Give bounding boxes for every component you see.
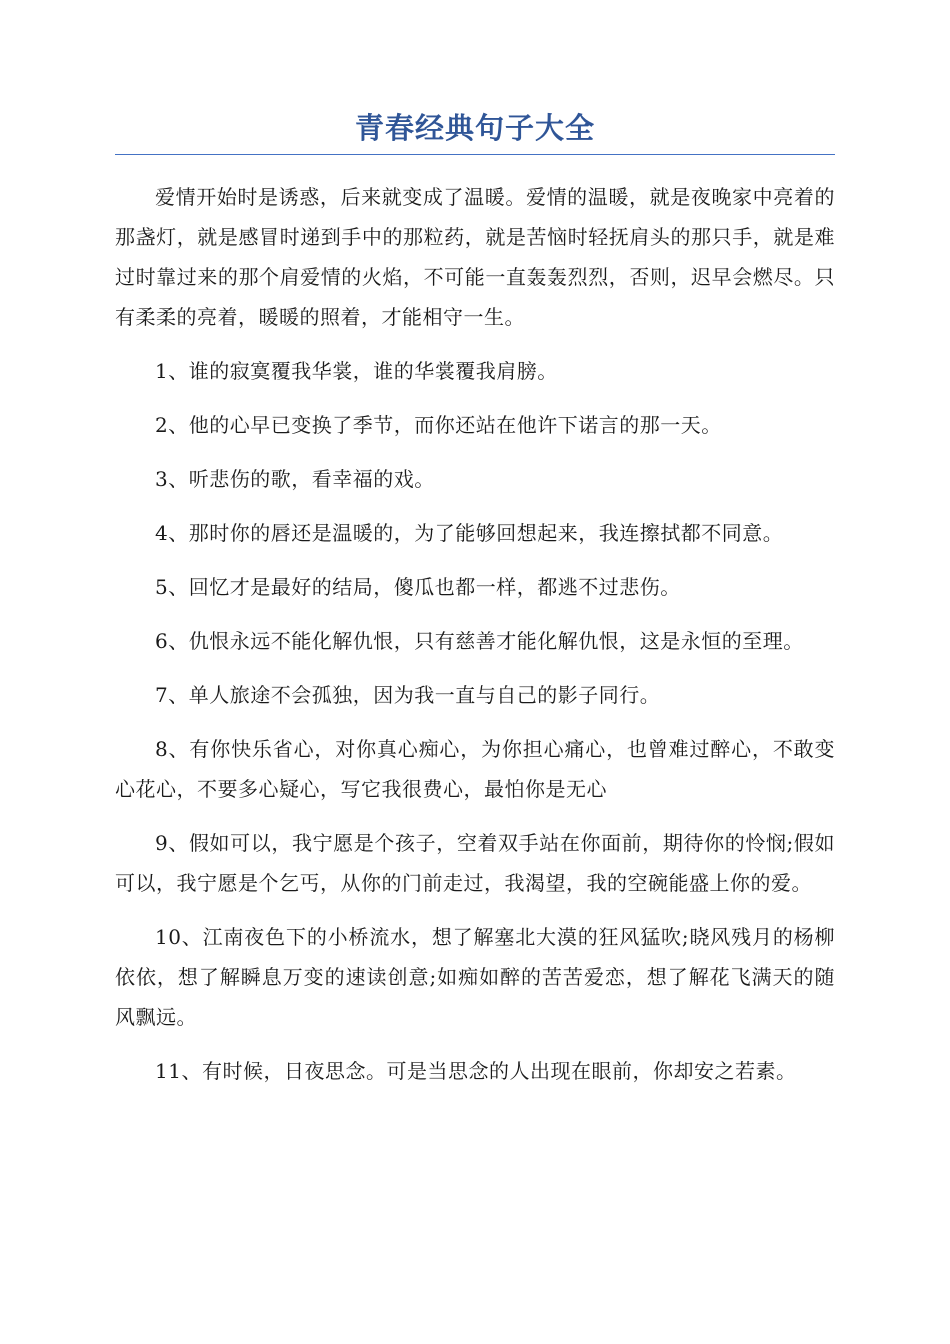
list-item: 5、回忆才是最好的结局，傻瓜也都一样，都逃不过悲伤。 xyxy=(155,575,681,599)
list-item: 1、谁的寂寞覆我华裳，谁的华裳覆我肩膀。 xyxy=(155,359,558,383)
list-item: 3、听悲伤的歌，看幸福的戏。 xyxy=(155,467,435,491)
intro-paragraph: 爱情开始时是诱惑，后来就变成了温暖。爱情的温暖，就是夜晚家中亮着的那盏灯，就是感冒时递到手中的那粒药，就是苦恼时轻抚肩头的那只手，就是难过时靠过来的那个肩爱情的火焰，不可能一直轰轰烈烈，否则，迟早会燃尽。只有柔柔的亮着，暖暖的照着，才能相守一生。 xyxy=(115,185,835,329)
list-item: 8、有你快乐省心，对你真心痴心，为你担心痛心，也曾难过醉心，不敢变心花心，不要多心疑心，写它我很费心，最怕你是无心 xyxy=(115,737,835,801)
list-item: 7、单人旅途不会孤独，因为我一直与自己的影子同行。 xyxy=(155,683,661,707)
document-title: 青春经典句子大全 xyxy=(115,108,835,155)
list-item: 2、他的心早已变换了季节，而你还站在他许下诺言的那一天。 xyxy=(155,413,722,437)
document-body xyxy=(115,177,835,1091)
list-item: 11、有时候，日夜思念。可是当思念的人出现在眼前，你却安之若素。 xyxy=(155,1059,797,1083)
list-item: 4、那时你的唇还是温暖的，为了能够回想起来，我连擦拭都不同意。 xyxy=(155,521,784,545)
document-page xyxy=(115,108,835,1105)
list-item: 10、江南夜色下的小桥流水，想了解塞北大漠的狂风猛吹;晓风残月的杨柳依依，想了解瞬息万变的速读创意;如痴如醉的苦苦爱恋，想了解花飞满天的随风飘远。 xyxy=(115,925,835,1029)
list-item: 6、仇恨永远不能化解仇恨，只有慈善才能化解仇恨，这是永恒的至理。 xyxy=(155,629,804,653)
list-item: 9、假如可以，我宁愿是个孩子，空着双手站在你面前，期待你的怜悯;假如可以，我宁愿是个乞丐，从你的门前走过，我渴望，我的空碗能盛上你的爱。 xyxy=(115,831,835,895)
